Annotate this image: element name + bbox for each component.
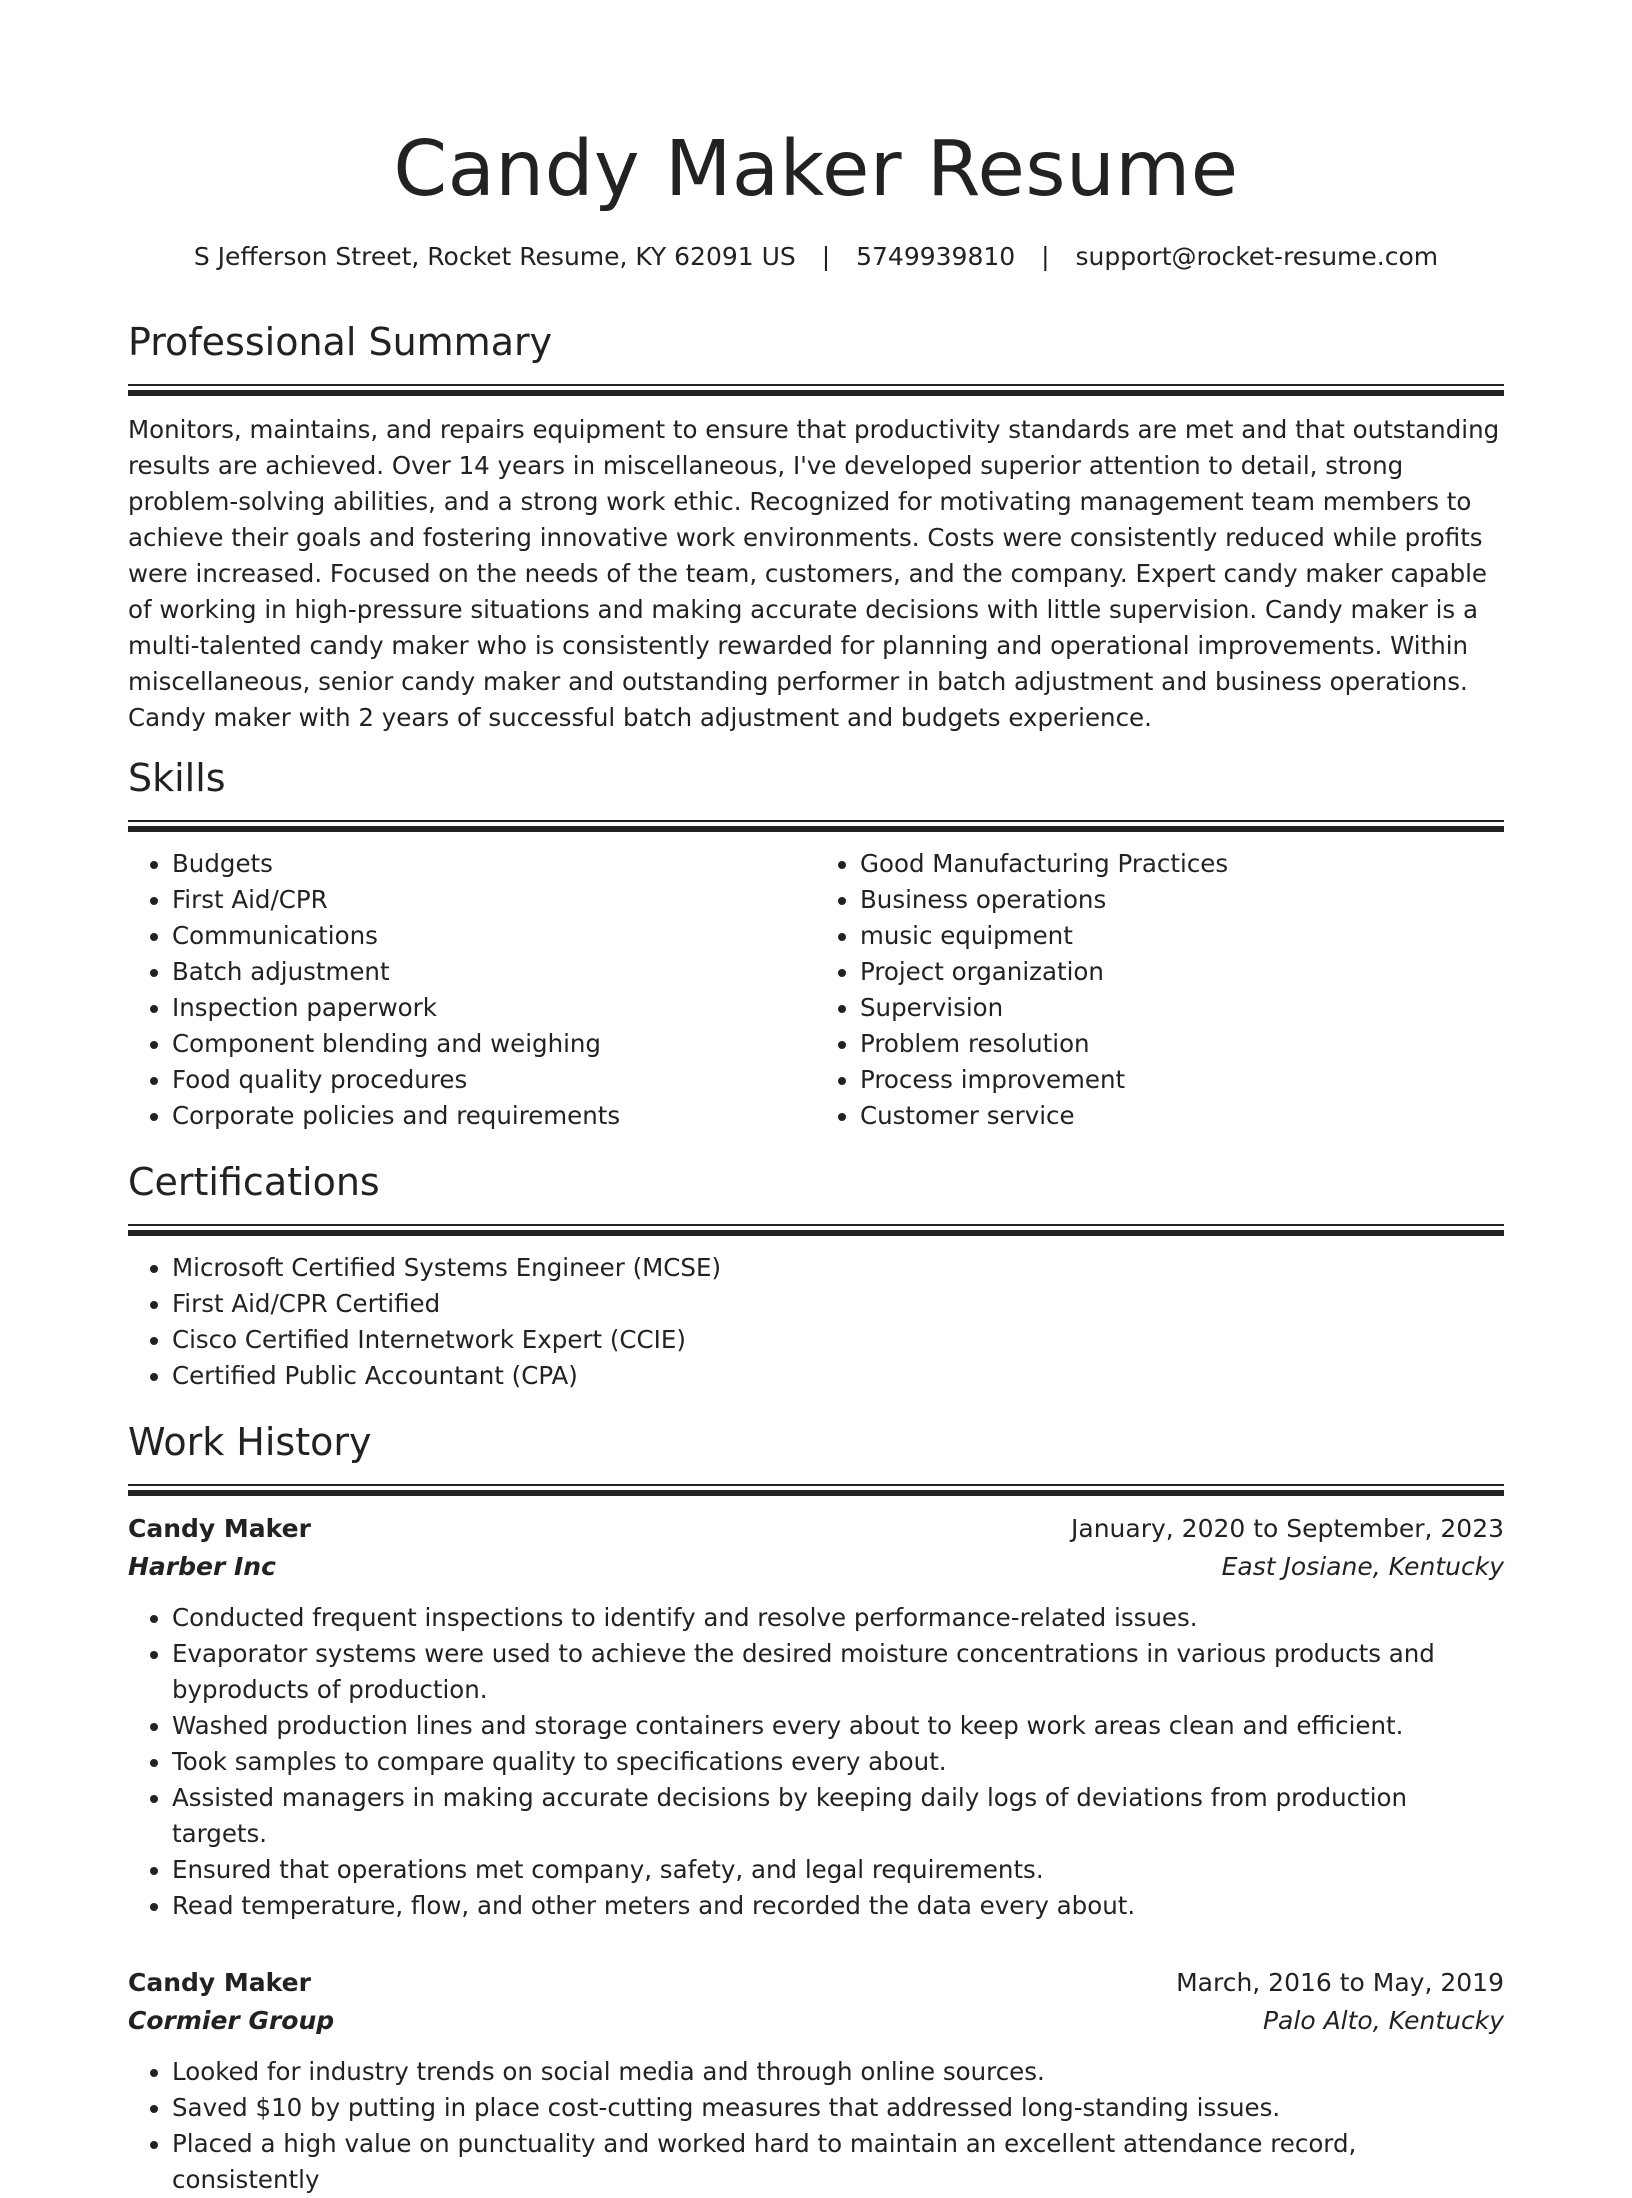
section-divider bbox=[128, 820, 1504, 832]
job-bullets bbox=[128, 1600, 1504, 1924]
job-title: Candy Maker bbox=[128, 1514, 311, 1543]
job-company-row bbox=[128, 2002, 1504, 2040]
certification-item: • First Aid/CPR Certified bbox=[172, 1286, 1504, 1322]
skill-item: • Customer service bbox=[860, 1098, 1504, 1134]
skill-item: • Corporate policies and requirements bbox=[172, 1098, 816, 1134]
job-company-row bbox=[128, 1548, 1504, 1586]
skill-item: • First Aid/CPR bbox=[172, 882, 816, 918]
job-dates: January, 2020 to September, 2023 bbox=[1071, 1514, 1504, 1543]
summary-text: Monitors, maintains, and repairs equipment to ensure that productivity standards are met and that outstanding results are achieved. Over 14 years in miscellaneous, I've developed superior attention to detail, strong problem-solving abilities, and a strong work ethic. Recognized for motivating management team members to achieve their goals and fostering innovative work environments. Costs were consistently reduced while profits were increased. Focused on the needs of the team, customers, and the company. Expert candy maker capable of working in high-pressure situations and making accurate decisions with little supervision. Candy maker is a multi-talented candy maker who is consistently rewarded for planning and operational improvements. Within miscellaneous, senior candy maker and outstanding performer in batch adjustment and business operations. Candy maker with 2 years of successful batch adjustment and budgets experience. bbox=[128, 415, 1500, 732]
contact-address: S Jefferson Street, Rocket Resume, KY 62091 US bbox=[193, 242, 796, 271]
resume-title: Candy Maker Resume bbox=[393, 125, 1239, 214]
skill-item: • Budgets bbox=[172, 846, 816, 882]
contact-separator: | bbox=[1041, 242, 1050, 271]
certifications-section bbox=[128, 1157, 1504, 1394]
skill-item: • music equipment bbox=[860, 918, 1504, 954]
job-dates: March, 2016 to May, 2019 bbox=[1176, 1968, 1504, 1997]
contact-email: support@rocket-resume.com bbox=[1075, 242, 1439, 271]
skill-item: • Component blending and weighing bbox=[172, 1026, 816, 1062]
job-title: Candy Maker bbox=[128, 1968, 311, 1997]
skill-item: • Communications bbox=[172, 918, 816, 954]
job-company: Cormier Group bbox=[128, 2006, 335, 2035]
skill-item: • Batch adjustment bbox=[172, 954, 816, 990]
job-bullet: • Read temperature, flow, and other meters and recorded the data every about. bbox=[172, 1888, 1504, 1924]
skills-heading: Skills bbox=[128, 756, 226, 800]
job-header-row bbox=[128, 1964, 1504, 2002]
job-bullet: • Conducted frequent inspections to identify and resolve performance-related issues. bbox=[172, 1600, 1504, 1636]
skill-item: • Problem resolution bbox=[860, 1026, 1504, 1062]
section-divider bbox=[128, 1224, 1504, 1236]
job-bullet: • Assisted managers in making accurate decisions by keeping daily logs of deviations from production targets. bbox=[172, 1780, 1504, 1852]
skill-item: • Good Manufacturing Practices bbox=[860, 846, 1504, 882]
work-history-heading: Work History bbox=[128, 1420, 372, 1464]
skills-section bbox=[128, 753, 1504, 1134]
job-bullet: • Placed a high value on punctuality and worked hard to maintain an excellent attendance record, consistently bbox=[172, 2126, 1504, 2198]
job-bullet: • Ensured that operations met company, safety, and legal requirements. bbox=[172, 1852, 1504, 1888]
job-location: Palo Alto, Kentucky bbox=[1262, 2006, 1504, 2035]
contact-separator: | bbox=[821, 242, 831, 271]
job-bullets bbox=[128, 2054, 1504, 2198]
job-bullet: • Took samples to compare quality to specifications every about. bbox=[172, 1744, 1504, 1780]
job-bullet: • Washed production lines and storage containers every about to keep work areas clean and efficient. bbox=[172, 1708, 1504, 1744]
job-bullet: • Saved $10 by putting in place cost-cutting measures that addressed long-standing issues. bbox=[172, 2090, 1504, 2126]
job-company: Harber Inc bbox=[128, 1552, 276, 1581]
job-entry bbox=[128, 1510, 1504, 1924]
work-history-section bbox=[128, 1417, 1504, 2198]
job-location: East Josiane, Kentucky bbox=[1221, 1552, 1504, 1581]
certification-item: • Microsoft Certified Systems Engineer (MCSE) bbox=[172, 1250, 1504, 1286]
section-divider bbox=[128, 1484, 1504, 1496]
job-entry bbox=[128, 1964, 1504, 2198]
skills-columns bbox=[128, 846, 1504, 1134]
skill-item: • Process improvement bbox=[860, 1062, 1504, 1098]
job-bullet: • Looked for industry trends on social media and through online sources. bbox=[172, 2054, 1504, 2090]
job-header-row bbox=[128, 1510, 1504, 1548]
certification-item: • Certified Public Accountant (CPA) bbox=[172, 1358, 1504, 1394]
skill-item: • Project organization bbox=[860, 954, 1504, 990]
skill-item: • Inspection paperwork bbox=[172, 990, 816, 1026]
certification-item: • Cisco Certified Internetwork Expert (CCIE) bbox=[172, 1322, 1504, 1358]
certifications-list bbox=[128, 1250, 1504, 1394]
skill-item: • Food quality procedures bbox=[172, 1062, 816, 1098]
contact-phone: 5749939810 bbox=[856, 242, 1016, 271]
summary-section bbox=[128, 317, 1504, 736]
summary-heading: Professional Summary bbox=[128, 320, 553, 364]
skill-item: • Business operations bbox=[860, 882, 1504, 918]
skills-list-left bbox=[128, 846, 816, 1134]
skill-item: • Supervision bbox=[860, 990, 1504, 1026]
section-divider bbox=[128, 384, 1504, 396]
certifications-heading: Certifications bbox=[128, 1160, 380, 1204]
job-bullet: • Evaporator systems were used to achieve the desired moisture concentrations in various products and byproducts of production. bbox=[172, 1636, 1504, 1708]
skills-list-right bbox=[816, 846, 1504, 1134]
contact-line bbox=[128, 240, 1504, 274]
